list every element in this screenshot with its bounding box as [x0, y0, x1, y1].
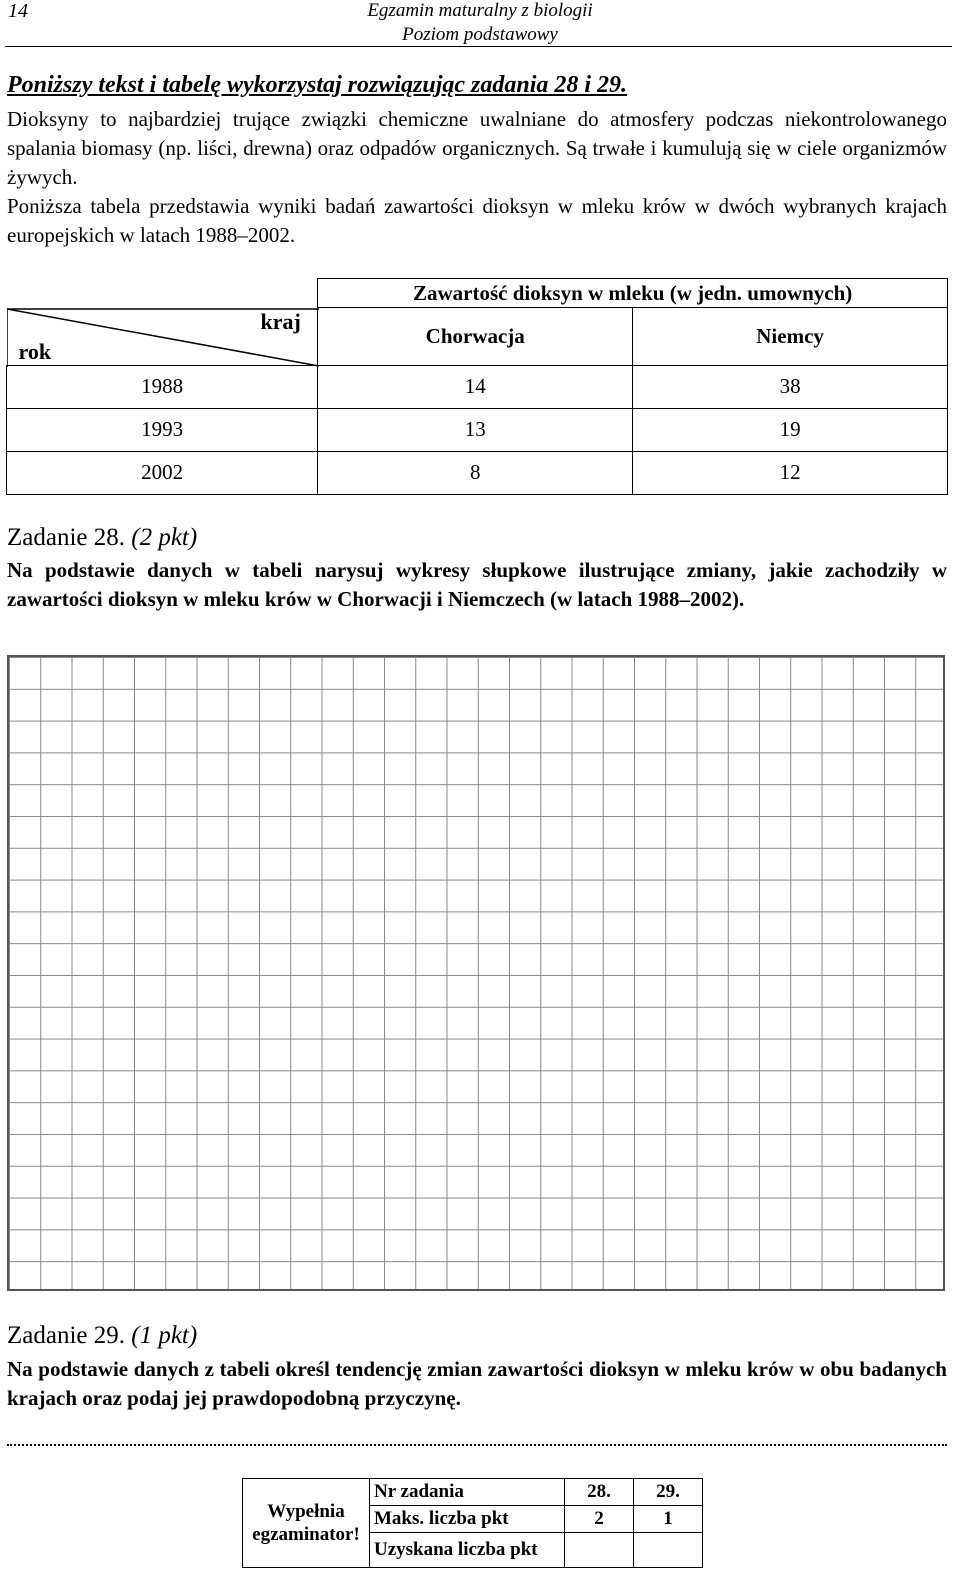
group-header: Zawartość dioksyn w mleku (w jedn. umownych) [318, 279, 948, 308]
score-box [242, 1478, 703, 1568]
earned-points-29[interactable] [634, 1533, 703, 1568]
label-task-number: Nr zadania [370, 1479, 565, 1506]
value-cell: 12 [633, 451, 948, 494]
task28-points: (2 pkt) [131, 524, 198, 551]
task29-text: Na podstawie danych z tabeli określ tendencję zmian zawartości dioksyn w mleku krów w obu badanych krajach oraz podaj jej prawdopodobną przyczynę. [7, 1357, 947, 1410]
value-cell: 8 [318, 451, 633, 494]
value-cell: 13 [318, 408, 633, 451]
header-title-line1: Egzamin maturalny z biologii [367, 0, 593, 21]
task29-number: Zadanie 29. [7, 1322, 126, 1349]
intro-heading: Poniższy tekst i tabelę wykorzystaj rozwiązując zadania 28 i 29. [7, 72, 628, 98]
value-cell: 14 [318, 365, 633, 408]
table-row [7, 408, 948, 451]
graph-paper-answer-area[interactable] [7, 655, 945, 1291]
year-cell: 2002 [7, 451, 318, 494]
task29-title [7, 1322, 197, 1350]
task-number-28: 28. [565, 1479, 634, 1506]
task-number-29: 29. [634, 1479, 703, 1506]
intro-paragraph-1: Dioksyny to najbardziej trujące związki chemiczne uwalniane do atmosfery podczas niekontrolowanego spalania biomasy (np. liści, drewna) oraz odpadów organicznych. Są trwałe i kumulują się w ciele organizmów żywych. [7, 107, 947, 189]
header-rule [5, 46, 952, 47]
task29-points: (1 pkt) [131, 1322, 198, 1349]
year-cell: 1988 [7, 365, 318, 408]
task28-number: Zadanie 28. [7, 524, 126, 551]
task28-text: Na podstawie danych w tabeli narysuj wykresy słupkowe ilustrujące zmiany, jakie zachodziły w zawartości dioksyn w mleku krów w Chorwacji i Niemczech (w latach 1988–2002). [7, 558, 947, 611]
max-points-29: 1 [634, 1506, 703, 1533]
earned-points-28[interactable] [565, 1533, 634, 1568]
intro-paragraph-2: Poniższa tabela przedstawia wyniki badań zawartości dioksyn w mleku krów w dwóch wybranych krajach europejskich w latach 1988–2002. [7, 194, 947, 247]
page-header [0, 0, 960, 48]
label-earned-points: Uzyskana liczba pkt [370, 1533, 565, 1568]
filler-label: Wypełnia egzaminator! [243, 1479, 370, 1568]
col-header-niemcy: Niemcy [633, 308, 948, 365]
value-cell: 19 [633, 408, 948, 451]
corner-label-rok: rok [18, 338, 52, 364]
header-title-line2: Poziom podstawowy [402, 24, 558, 45]
table-row [7, 451, 948, 494]
value-cell: 38 [633, 365, 948, 408]
corner-label-kraj: kraj [260, 308, 301, 334]
col-header-chorwacja: Chorwacja [318, 308, 633, 365]
header-title [0, 0, 960, 47]
year-cell: 1993 [7, 408, 318, 451]
max-points-28: 2 [565, 1506, 634, 1533]
table-corner-cell [7, 279, 318, 366]
table-row [7, 365, 948, 408]
label-max-points: Maks. liczba pkt [370, 1506, 565, 1533]
page-number: 14 [8, 0, 28, 22]
dioxin-table [6, 278, 948, 495]
answer-line[interactable] [7, 1434, 947, 1446]
task28-title [7, 524, 197, 552]
